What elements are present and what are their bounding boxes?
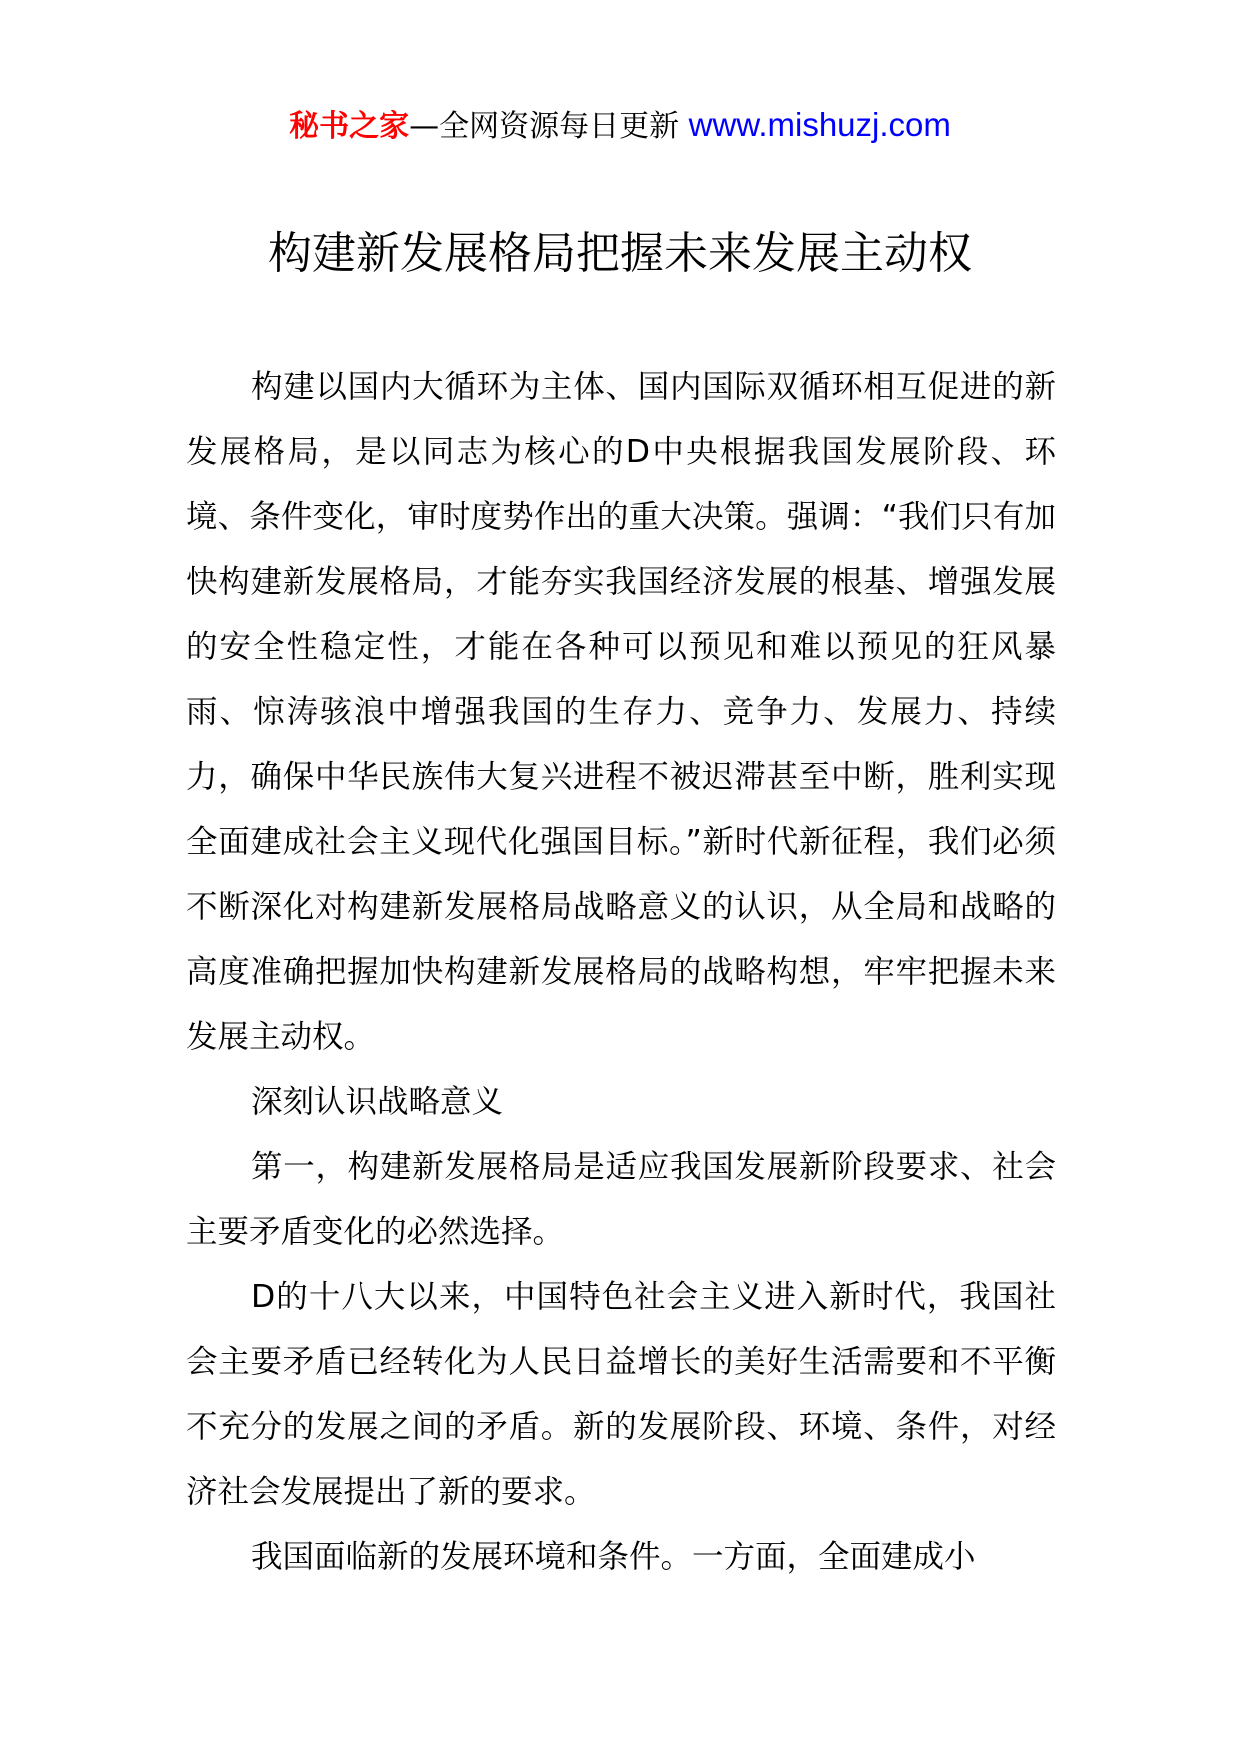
site-url-link[interactable]: www.mishuzj.com — [688, 106, 951, 143]
paragraph: 第一，构建新发展格局是适应我国发展新阶段要求、社会主要矛盾变化的必然选择。 — [186, 1149, 1056, 1250]
section-heading: 深刻认识战略意义 — [251, 1084, 504, 1120]
paragraph: 构建以国内大循环为主体、国内国际双循环相互促进的新发展格局，是以同志为核心的D中央根据我国发展阶段、环境、条件变化，审时度势作出的重大决策。强调：“我们只有加快构建新发展格局，才能夯实我国经济发展的根基、增强发展的安全性稳定性，才能在各种可以预见和难以预见的狂风暴雨、惊涛骇浪中增强我国的生存力、竞争力、发展力、持续力，确保中华民族伟大复兴进程不被迟滞甚至中断，胜利实现全面建成社会主义现代化强国目标。”新时代新征程，我们必须不断深化对构建新发展格局战略意义的认识，从全局和战略的高度准确把握加快构建新发展格局的战略构想，牢牢把握未来发展主动权。 — [186, 369, 1056, 1055]
paragraph: D的十八大以来，中国特色社会主义进入新时代，我国社会主要矛盾已经转化为人民日益增长的美好生活需要和不平衡不充分的发展之间的矛盾。新的发展阶段、环境、条件，对经济社会发展提出了新的要求。 — [186, 1279, 1056, 1510]
document-title: 构建新发展格局把握未来发展主动权 — [268, 228, 972, 279]
brand-name: 秘书之家 — [289, 109, 410, 144]
site-header — [0, 100, 1240, 152]
document-body — [186, 355, 1056, 1590]
paragraph: 我国面临新的发展环境和条件。一方面，全面建成小 — [251, 1539, 976, 1575]
header-slogan: —全网资源每日更新 — [409, 109, 680, 144]
